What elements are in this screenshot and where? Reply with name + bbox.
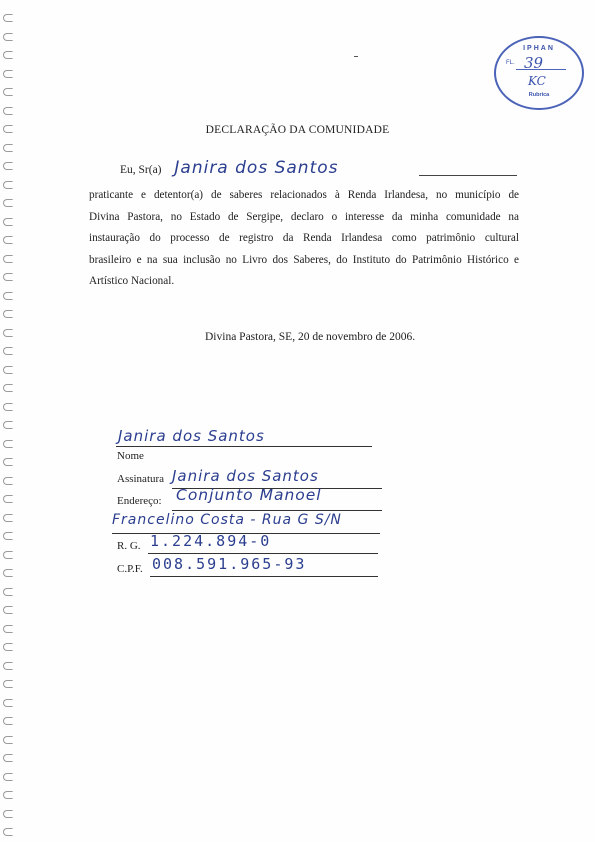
- signature-label: Assinatura: [117, 473, 165, 485]
- binding-hole: [3, 625, 13, 633]
- body-line: praticante e detentor(a) de saberes relacionados à Renda Irlandesa, no município de: [89, 189, 519, 201]
- binding-hole: [3, 347, 13, 355]
- binding-hole: [3, 773, 13, 781]
- binding-hole: [3, 458, 13, 466]
- binding-hole: [3, 680, 13, 688]
- binding-hole: [3, 273, 13, 281]
- binding-hole: [3, 810, 13, 818]
- binding-hole: [3, 181, 13, 189]
- declarant-prefix: Eu, Sr(a): [120, 164, 162, 176]
- handwritten-name: Janira dos Santos: [118, 427, 265, 445]
- declaration-body: [89, 185, 519, 293]
- binding-hole: [3, 514, 13, 522]
- stray-mark: [354, 56, 358, 57]
- address-underline-1: [172, 510, 382, 511]
- binding-hole: [3, 736, 13, 744]
- cpf-value: 008.591.965-93: [152, 555, 307, 573]
- binding-hole: [3, 310, 13, 318]
- binding-hole: [3, 440, 13, 448]
- body-line: Divina Pastora, no Estado de Sergipe, declaro o interesse da minha comunidade na: [89, 210, 519, 223]
- binding-hole: [3, 70, 13, 78]
- binding-hole: [3, 643, 13, 651]
- body-line: Artístico Nacional.: [89, 275, 175, 287]
- declarant-line: [120, 158, 339, 178]
- binding-hole: [3, 14, 13, 22]
- binding-hole: [3, 403, 13, 411]
- binding-hole: [3, 754, 13, 762]
- rg-label: R. G.: [117, 540, 141, 552]
- iphan-stamp: [494, 36, 584, 110]
- place-and-date: Divina Pastora, SE, 20 de novembro de 2006.: [205, 331, 416, 343]
- binding-hole: [3, 329, 13, 337]
- body-line: brasileiro e na sua inclusão no Livro dos Saberes, do Instituto do Patrimônio Histórico e: [89, 253, 519, 266]
- rg-value: 1.224.894-0: [150, 532, 272, 550]
- binding-hole: [3, 292, 13, 300]
- stamp-rubric: KC: [528, 74, 546, 88]
- name-underline: [116, 446, 372, 447]
- declarant-handwritten-name: Janira dos Santos: [174, 158, 339, 178]
- binding-hole: [3, 791, 13, 799]
- binding-hole: [3, 88, 13, 96]
- cpf-label: C.P.F.: [117, 563, 143, 575]
- binding-hole: [3, 551, 13, 559]
- rg-underline: [148, 553, 378, 554]
- binding-hole: [3, 255, 13, 263]
- stamp-fl-label: FL.: [506, 60, 515, 66]
- binding-hole: [3, 144, 13, 152]
- body-line: instauração do processo de registro da Renda Irlandesa como patrimônio cultural: [89, 232, 519, 244]
- address-line-1: Conjunto Manoel: [176, 486, 322, 504]
- binding-hole: [3, 366, 13, 374]
- binding-hole: [3, 162, 13, 170]
- stamp-divider: [516, 69, 566, 70]
- document-title: DECLARAÇÃO DA COMUNIDADE: [205, 124, 390, 136]
- binding-hole: [3, 421, 13, 429]
- binding-hole: [3, 33, 13, 41]
- binding-hole: [3, 218, 13, 226]
- binding-hole: [3, 495, 13, 503]
- binding-hole: [3, 717, 13, 725]
- binding-hole: [3, 236, 13, 244]
- binding-hole: [3, 569, 13, 577]
- binding-hole: [3, 606, 13, 614]
- binding-hole: [3, 662, 13, 670]
- address-label: Endereço:: [117, 495, 162, 507]
- stamp-page-number: 39: [524, 54, 544, 72]
- binding-hole: [3, 384, 13, 392]
- stamp-org: IPHAN: [523, 45, 555, 52]
- name-label: Nome: [117, 450, 144, 462]
- binding-hole: [3, 107, 13, 115]
- binding-hole: [3, 699, 13, 707]
- binding-hole: [3, 532, 13, 540]
- binding-hole: [3, 588, 13, 596]
- declarant-blank-line: [419, 175, 517, 176]
- cpf-underline: [150, 576, 378, 577]
- handwritten-signature: Janira dos Santos: [172, 467, 319, 485]
- binding-hole: [3, 477, 13, 485]
- binding-hole: [3, 199, 13, 207]
- binding-hole: [3, 51, 13, 59]
- stamp-bottom-text: Rubrica: [528, 92, 550, 98]
- address-line-2: Francelino Costa - Rua G S/N: [112, 512, 342, 528]
- binding-hole: [3, 828, 13, 836]
